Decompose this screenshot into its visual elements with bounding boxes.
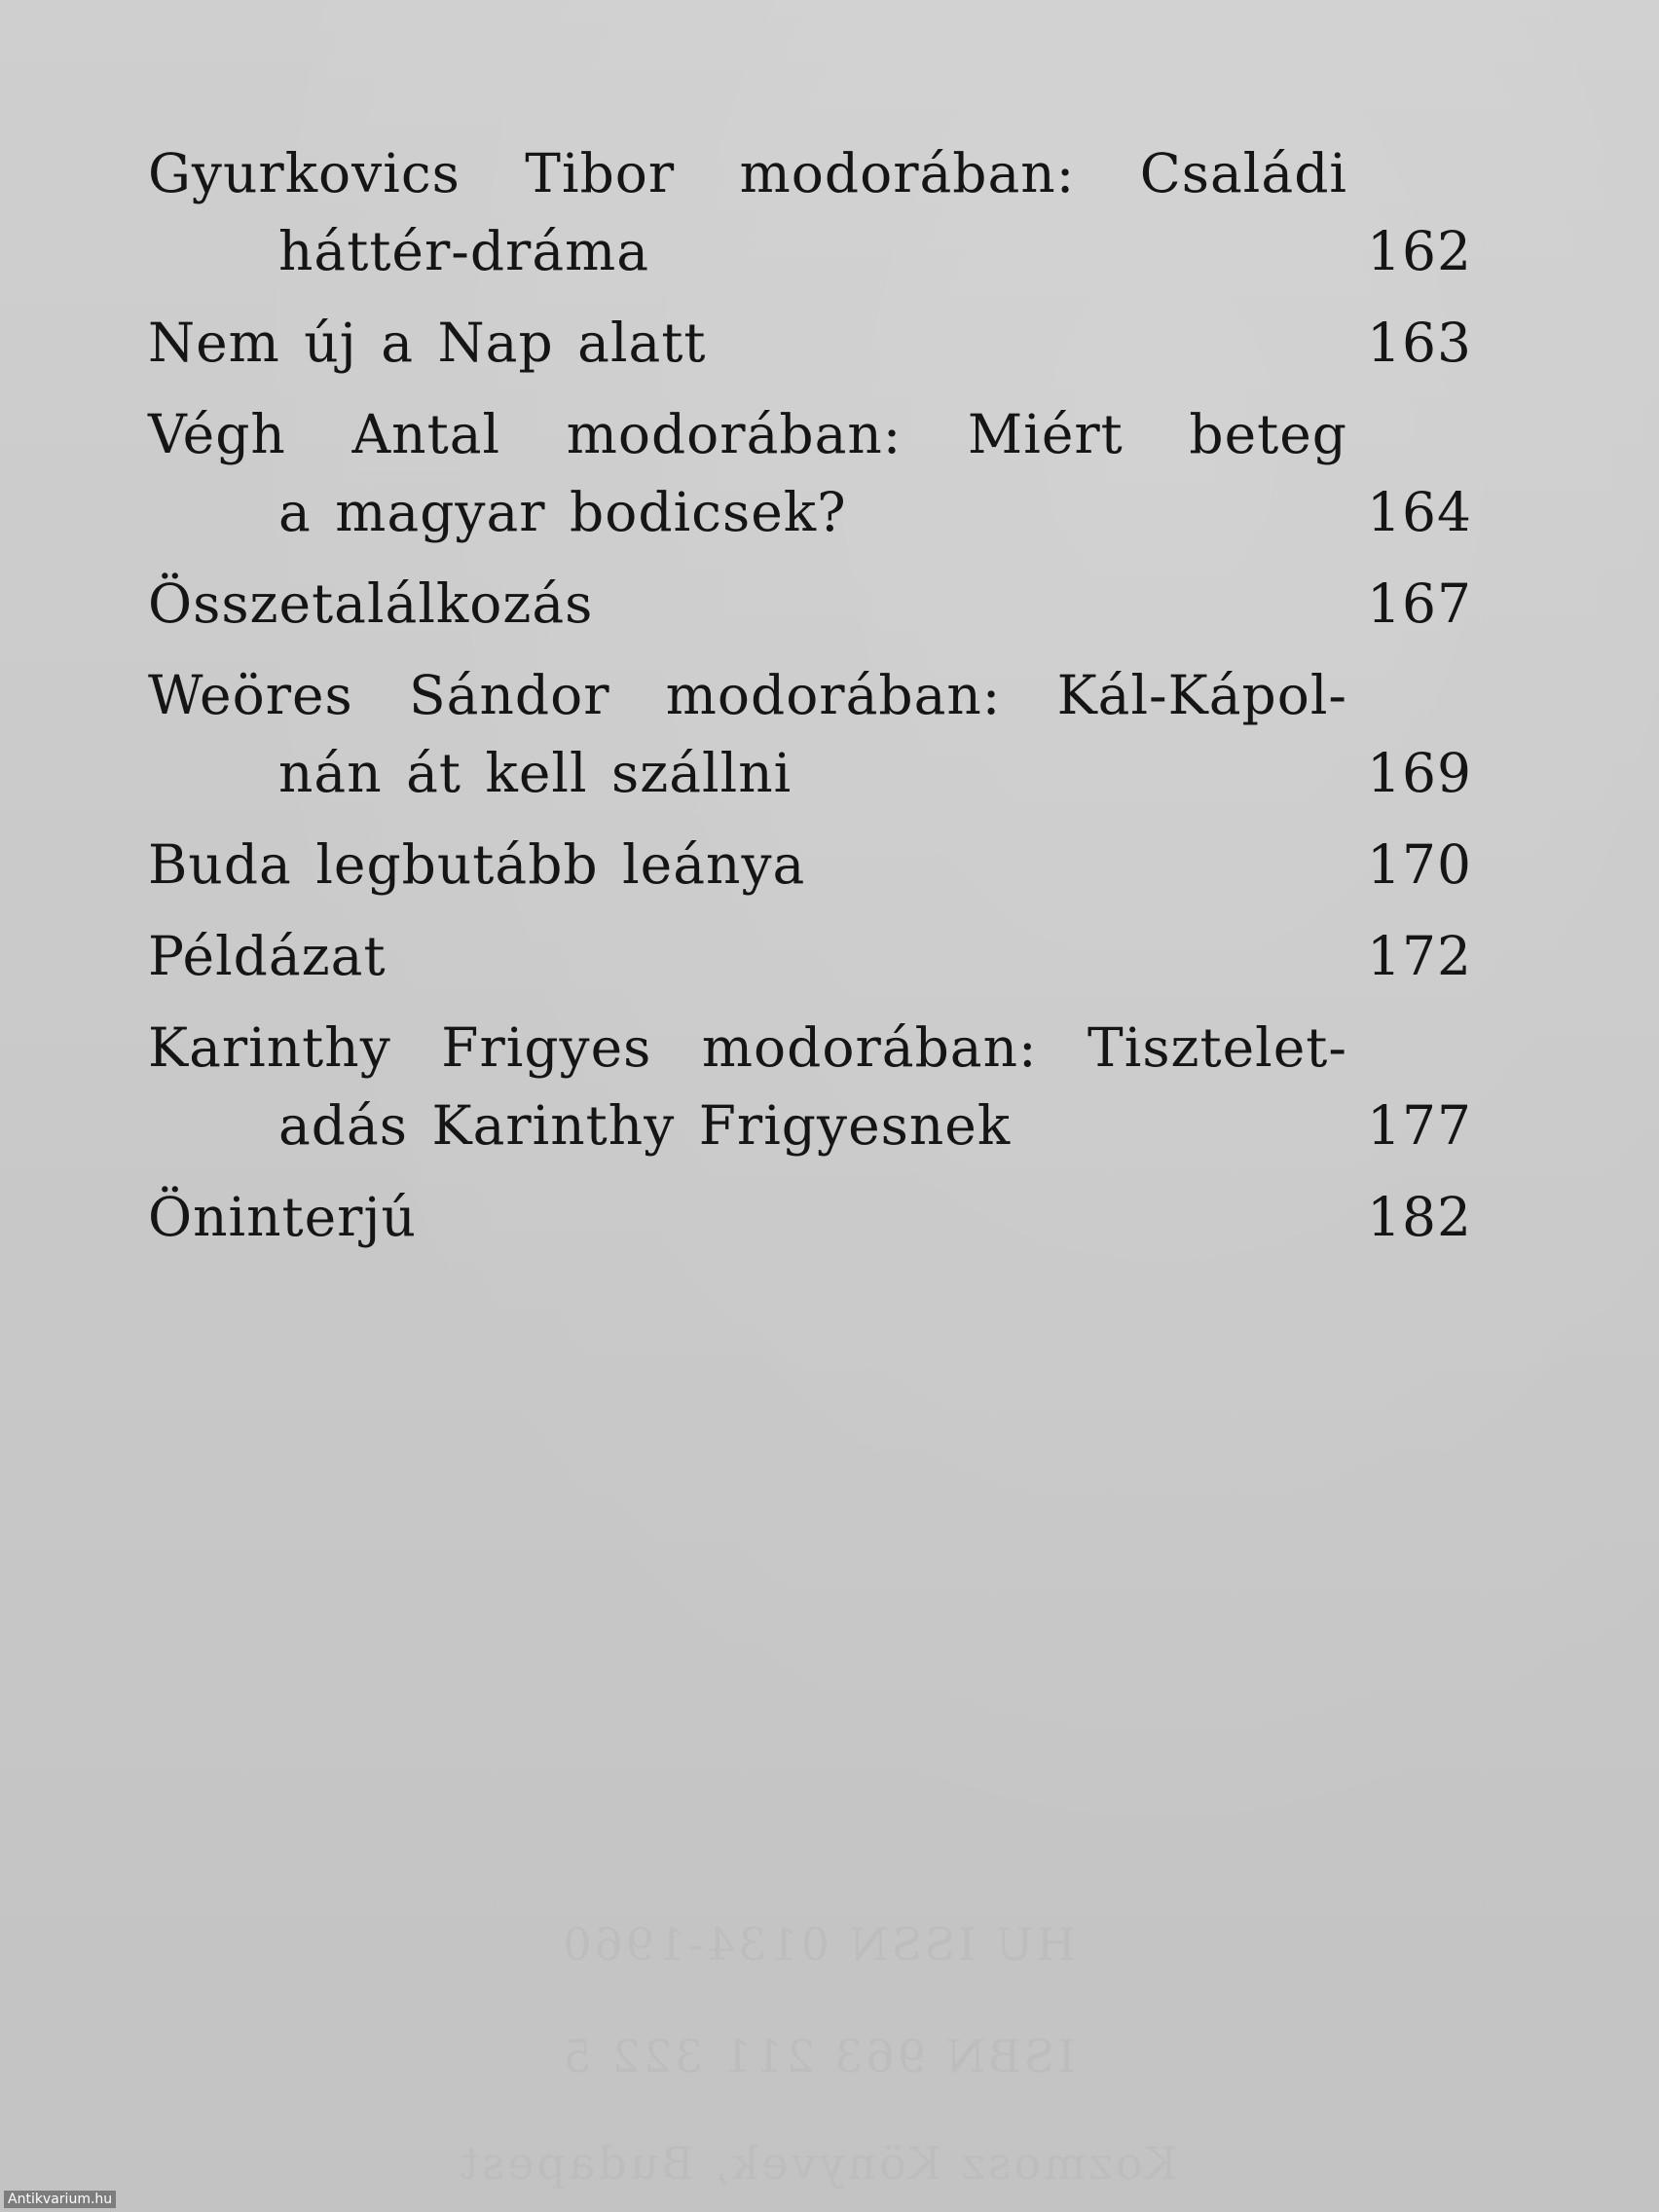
toc-entry-title-line: Öninterjú [148,1186,417,1248]
toc-entry-title-continuation: háttér-dráma [278,220,650,282]
toc-entry-title-line: Buda legbutább leánya [148,833,806,896]
toc-entry-title-line: Nem új a Nap alatt [148,312,707,374]
toc-entry [148,826,1472,903]
toc-page-number: 169 [1367,742,1472,804]
toc-entry [148,1178,1472,1256]
table-of-contents [148,134,1472,1256]
watermark-label: Antikvarium.hu [4,2191,116,2208]
toc-page-number: 172 [1367,925,1472,987]
imprint-isbn: ISBN 963 211 322 5 [560,2030,1076,2083]
toc-entry-title-continuation: adás Karinthy Frigyesnek [278,1094,1012,1157]
imprint-publisher: Kozmosz Könyvek, Budapest [458,2137,1178,2190]
toc-page-number: 182 [1367,1186,1472,1248]
imprint-issn: HU ISSN 0134-1960 [560,1918,1076,1971]
toc-page-number: 164 [1367,481,1472,543]
toc-entry [148,917,1472,995]
toc-entry-title-line: Végh Antal modorában: Miért beteg [148,403,1347,465]
toc-entry-title-line: Összetalálkozás [148,572,594,635]
toc-page-number: 163 [1367,312,1472,374]
toc-entry [148,565,1472,643]
toc-page-number: 167 [1367,572,1472,635]
toc-entry [148,656,1472,812]
toc-entry-title-line: Gyurkovics Tibor modorában: Családi [148,142,1347,204]
toc-page-number: 170 [1367,833,1472,896]
toc-entry [148,1009,1472,1164]
toc-entry [148,304,1472,382]
toc-entry-title-continuation: a magyar bodicsek? [278,481,847,543]
toc-entry [148,134,1472,290]
toc-entry [148,395,1472,551]
toc-entry-title-continuation: nán át kell szállni [278,742,793,804]
toc-entry-title-line: Karinthy Frigyes modorában: Tisztelet- [148,1016,1347,1079]
toc-entry-title-line: Weöres Sándor modorában: Kál-Kápol- [148,664,1347,726]
toc-page-number: 162 [1367,220,1472,282]
toc-entry-title-line: Példázat [148,925,387,987]
toc-page-number: 177 [1367,1094,1472,1157]
